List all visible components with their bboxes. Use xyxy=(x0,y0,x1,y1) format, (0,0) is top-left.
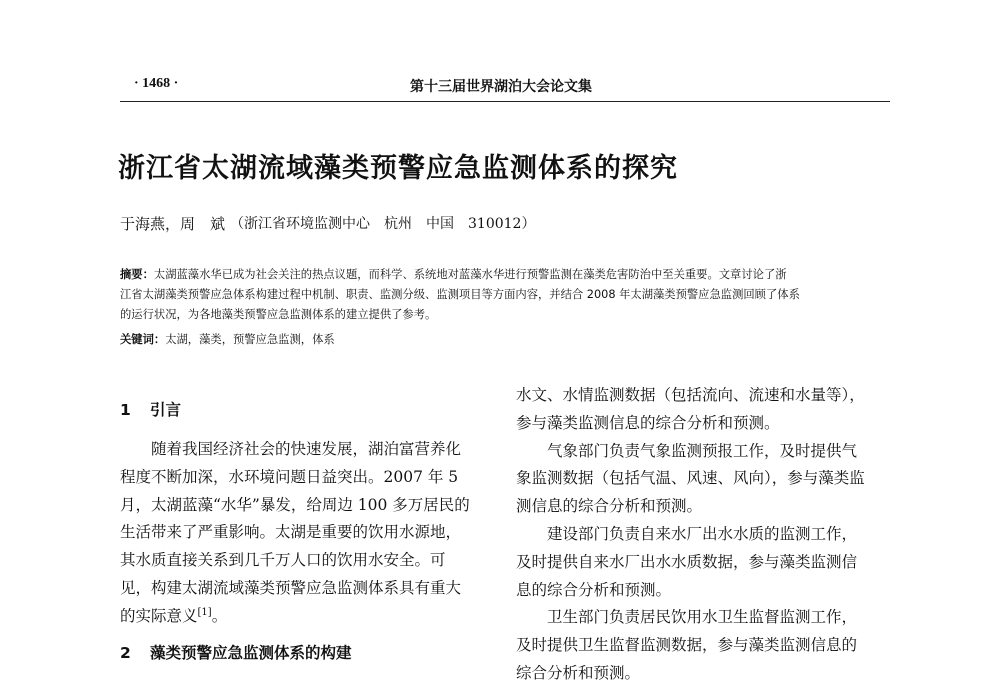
paragraph-line: 气象部门负责气象监测预报工作，及时提供气 xyxy=(547,441,858,460)
paragraph-line: 及时提供自来水厂出水水质数据，参与藻类监测信 xyxy=(516,552,858,571)
paragraph-line: 建设部门负责自来水厂出水水质的监测工作， xyxy=(547,524,858,543)
paragraph-line: 水文、水情监测数据（包括流向、流速和水量等）， xyxy=(516,386,865,404)
abstract-label: 摘要： xyxy=(120,268,154,281)
paragraph-line: 参与藻类监测信息的综合分析和预测。 xyxy=(516,413,780,432)
abstract-line: 江省太湖藻类预警应急体系构建过程中机制、职责、监测分级、监测项目等方面内容，并结合 2008 年太湖藻类预警应急监测回顾了体系 xyxy=(120,288,800,301)
paragraph-line: 象监测数据（包括气温、风速、风向），参与藻类监 xyxy=(516,469,865,488)
section-number: 2 xyxy=(120,644,131,662)
paragraph-line: 见，构建太湖流域藻类预警应急监测体系具有重大 xyxy=(120,578,462,597)
paragraph-text: 的实际意义 xyxy=(120,606,198,625)
running-title: 第十三届世界湖泊大会论文集 xyxy=(410,79,592,95)
page-number: · 1468 · xyxy=(134,76,179,91)
paragraph-line: 其水质直接关系到几千万人口的饮用水安全。可 xyxy=(120,551,446,570)
paragraph-line: 程度不断加深，水环境问题日益突出。2007 年 5 xyxy=(120,467,459,486)
citation-reference: [1] xyxy=(197,606,212,618)
paragraph-end: 。 xyxy=(211,606,228,625)
header-rule xyxy=(120,101,890,102)
paragraph-line: 卫生部门负责居民饮用水卫生监督监测工作， xyxy=(547,608,858,627)
paragraph-line: 及时提供卫生监督监测数据，参与藻类监测信息的 xyxy=(516,636,858,655)
paragraph-line: 综合分析和预测。 xyxy=(516,663,641,682)
paragraph-line: 生活带来了严重影响。太湖是重要的饮用水源地， xyxy=(120,523,462,542)
keywords xyxy=(120,331,335,347)
section-number: 1 xyxy=(120,401,131,419)
left-column xyxy=(120,436,500,631)
paragraph-line xyxy=(120,603,500,631)
right-column xyxy=(516,382,888,688)
abstract-line: 的运行状况，为各地藻类预警应急监测体系的建立提供了参考。 xyxy=(120,308,437,321)
abstract-text: 太湖蓝藻水华已成为社会关注的热点议题，而科学、系统地对蓝藻水华进行预警监测在藻类危害防治中至关重要。文章讨论了浙 xyxy=(153,268,787,281)
keywords-label: 关键词： xyxy=(120,333,166,346)
paragraph-line: 月，太湖蓝藻“水华”暴发，给周边 100 多万居民的 xyxy=(120,495,470,514)
paragraph-line: 息的综合分析和预测。 xyxy=(516,580,672,599)
section-title: 引言 xyxy=(150,401,182,419)
section-title: 藻类预警应急监测体系的构建 xyxy=(150,644,352,662)
section-heading-construction xyxy=(120,641,352,663)
paper-title: 浙江省太湖流域藻类预警应急监测体系的探究 xyxy=(118,153,678,184)
abstract-line xyxy=(120,265,892,285)
affiliation: （浙江省环境监测中心 杭州 中国 310012） xyxy=(230,216,536,232)
abstract xyxy=(120,265,892,325)
paragraph-line: 随着我国经济社会的快速发展，湖泊富营养化 xyxy=(151,440,462,458)
keywords-text: 太湖，藻类，预警应急监测，体系 xyxy=(165,333,335,346)
authors: 于海燕，周 斌 xyxy=(120,215,226,233)
paragraph-line: 测信息的综合分析和预测。 xyxy=(516,497,703,516)
section-heading-introduction xyxy=(120,398,181,420)
